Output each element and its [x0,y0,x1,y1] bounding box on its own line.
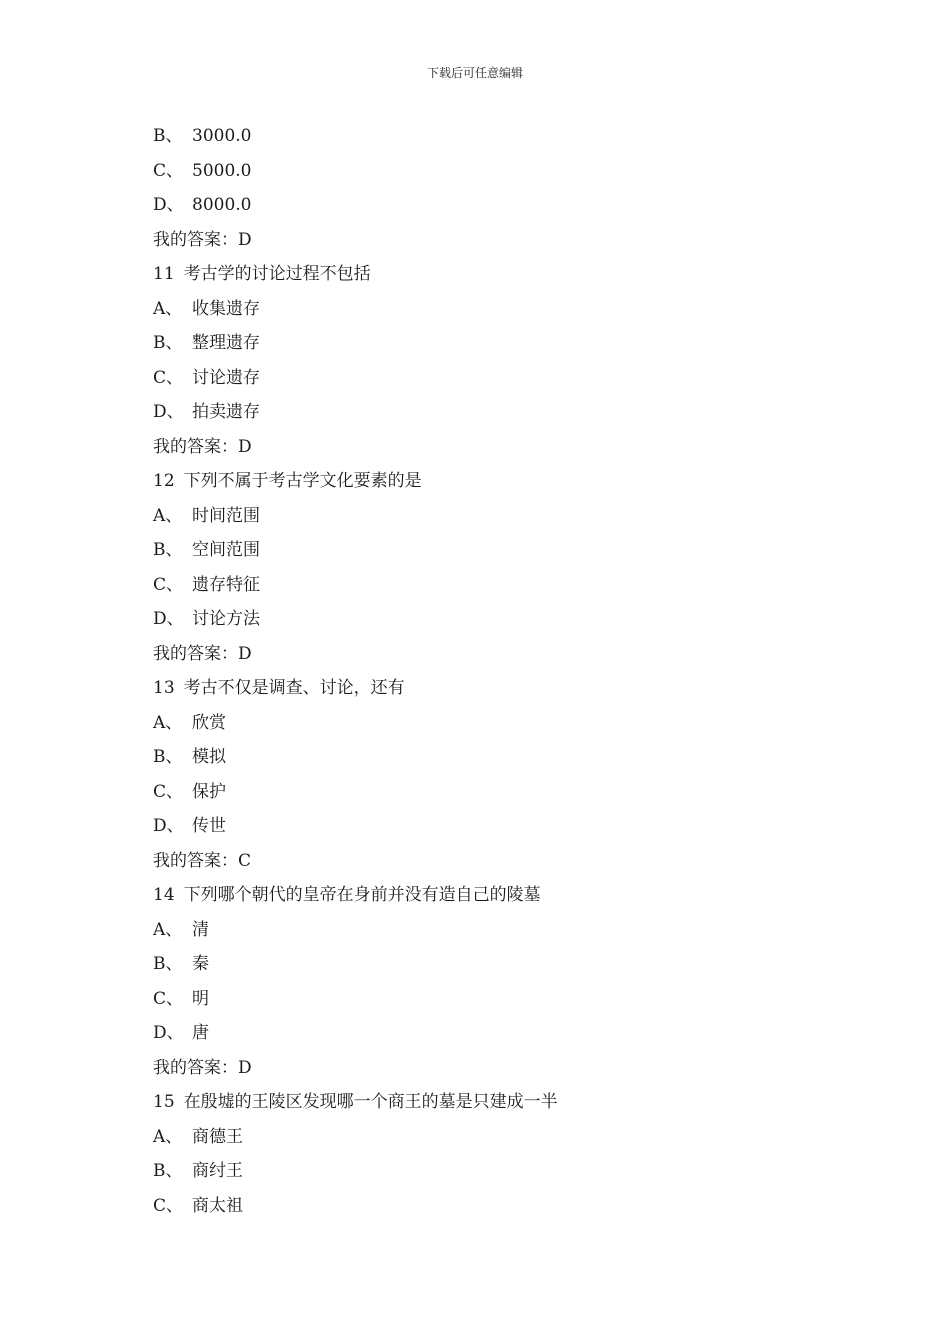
option-line [153,1189,833,1224]
option-text: 时间范围 [192,505,260,526]
option-letter: D、 [153,1023,184,1043]
option-line [153,982,833,1017]
option-letter: A、 [153,505,183,526]
option-line [153,154,833,189]
option-text: 商德王 [192,1126,243,1147]
option-letter: C、 [153,988,184,1009]
question-line [153,464,833,499]
option-line [153,706,833,741]
answer-line: 我的答案：D [153,436,252,457]
option-line [153,1016,833,1051]
option-text: 明 [192,988,209,1009]
question-line [153,671,833,706]
option-text: 唐 [192,1023,209,1043]
option-letter: D、 [153,609,184,629]
option-text: 空间范围 [192,540,260,560]
answer-line: 我的答案：D [153,643,252,664]
answer-line: 我的答案：D [153,229,252,250]
option-line [153,568,833,603]
option-line [153,602,833,637]
option-letter: C、 [153,367,184,388]
option-letter: B、 [153,954,183,974]
question-text: 下列不属于考古学文化要素的是 [183,471,422,491]
option-text: 8000.0 [192,195,252,215]
question-number: 14 [153,885,175,905]
option-text: 拍卖遗存 [192,402,260,422]
answer-line: 我的答案：C [153,850,252,871]
option-line [153,809,833,844]
option-text: 整理遗存 [192,333,260,353]
question-text: 在殷墟的王陵区发现哪一个商王的墓是只建成一半 [183,1092,558,1112]
option-text: 3000.0 [192,126,252,146]
option-line [153,292,833,327]
option-line [153,1154,833,1189]
option-letter: B、 [153,126,183,146]
option-text: 保护 [192,781,226,802]
option-line [153,775,833,810]
question-number: 13 [153,678,175,698]
option-letter: D、 [153,195,184,215]
question-number: 15 [153,1092,175,1112]
option-text: 传世 [192,816,226,836]
option-text: 模拟 [192,747,226,767]
option-text: 讨论方法 [192,609,260,629]
question-text: 下列哪个朝代的皇帝在身前并没有造自己的陵墓 [183,885,541,905]
question-number: 12 [153,471,175,491]
option-line [153,361,833,396]
question-line [153,1085,833,1120]
option-line [153,395,833,430]
option-line [153,326,833,361]
option-line [153,947,833,982]
option-line [153,913,833,948]
option-line [153,740,833,775]
option-text: 讨论遗存 [192,367,260,388]
option-line [153,1120,833,1155]
option-letter: D、 [153,402,184,422]
question-number: 11 [153,264,175,284]
question-text: 考古学的讨论过程不包括 [183,264,371,284]
option-letter: A、 [153,919,183,940]
question-line [153,257,833,292]
option-text: 商纣王 [192,1161,243,1181]
option-text: 收集遗存 [192,298,260,319]
option-text: 商太祖 [192,1195,243,1216]
option-line [153,188,833,223]
option-text: 遗存特征 [192,574,260,595]
page-header: 下载后可任意编辑 [426,66,523,80]
option-line [153,533,833,568]
option-text: 清 [192,919,209,940]
answer-line: 我的答案：D [153,1057,252,1078]
option-letter: A、 [153,298,183,319]
option-letter: B、 [153,747,183,767]
option-line [153,119,833,154]
option-letter: D、 [153,816,184,836]
option-letter: C、 [153,781,184,802]
option-letter: B、 [153,540,183,560]
option-letter: C、 [153,1195,184,1216]
option-text: 欣赏 [192,712,226,733]
question-line [153,878,833,913]
document-body [153,119,833,1223]
option-letter: C、 [153,160,184,181]
option-line [153,499,833,534]
option-text: 5000.0 [192,160,252,181]
option-letter: C、 [153,574,184,595]
option-letter: A、 [153,1126,183,1147]
option-letter: A、 [153,712,183,733]
question-text: 考古不仅是调查、讨论，还有 [183,678,405,698]
option-letter: B、 [153,333,183,353]
option-text: 秦 [192,954,209,974]
option-letter: B、 [153,1161,183,1181]
